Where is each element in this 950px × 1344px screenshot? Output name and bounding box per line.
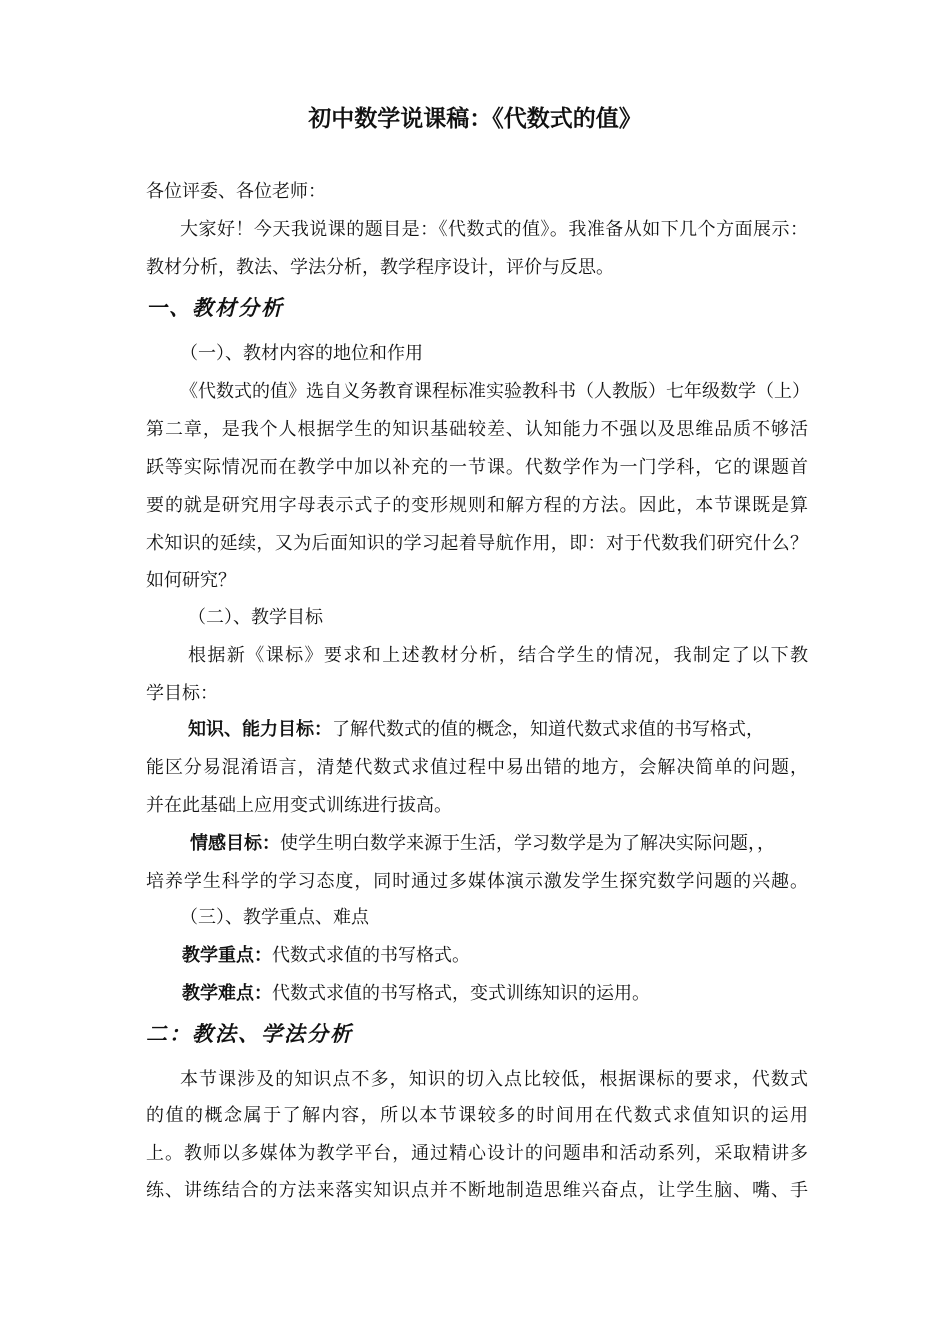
paragraph-line: 术知识的延续，又为后面知识的学习起着导航作用，即：对于代数我们研究什么？ <box>146 533 808 554</box>
key-point <box>182 944 470 968</box>
subsection-heading: （一）、教材内容的地位和作用 <box>180 343 423 364</box>
section-heading: 一、教材分析 <box>146 295 284 320</box>
page-title: 初中数学说课稿：《代数式的值》 <box>308 105 642 132</box>
diff-label: 教学难点： <box>182 983 272 1004</box>
section-heading: 二：教法、学法分析 <box>146 1021 353 1046</box>
key-text: 代数式求值的书写格式。 <box>272 945 470 966</box>
subsection-heading: （三）、教学重点、难点 <box>180 907 369 928</box>
paragraph-line: 跃等实际情况而在教学中加以补充的一节课。代数学作为一门学科，它的课题首 <box>146 457 808 478</box>
subsection-heading: （二）、教学目标 <box>188 607 323 628</box>
paragraph-line: 上。教师以多媒体为教学平台，通过精心设计的问题串和活动系列，采取精讲多 <box>146 1143 808 1164</box>
key-label: 教学重点： <box>182 945 272 966</box>
diff-text: 代数式求值的书写格式，变式训练知识的运用。 <box>272 983 650 1004</box>
paragraph-line: 学目标： <box>146 683 218 704</box>
intro-line: 教材分析，教法、学法分析，教学程序设计，评价与反思。 <box>146 257 614 278</box>
greeting: 各位评委、各位老师： <box>146 181 326 202</box>
paragraph-line: 的值的概念属于了解内容，所以本节课较多的时间用在代数式求值知识的运用 <box>146 1105 808 1126</box>
paragraph-line: 培养学生科学的学习态度，同时通过多媒体演示激发学生探究数学问题的兴趣。 <box>146 871 808 892</box>
goal-text: 了解代数式的值的概念，知道代数式求值的书写格式， <box>332 719 764 740</box>
goal-label: 知识、能力目标： <box>188 719 332 740</box>
goal-emotion <box>190 832 775 856</box>
paragraph-line: 要的就是研究用字母表示式子的变形规则和解方程的方法。因此，本节课既是算 <box>146 495 808 516</box>
paragraph-line: 第二章，是我个人根据学生的知识基础较差、认知能力不强以及思维品质不够活 <box>146 419 808 440</box>
paragraph-line: 练、讲练结合的方法来落实知识点并不断地制造思维兴奋点，让学生脑、嘴、手 <box>146 1180 808 1201</box>
goal-knowledge <box>188 718 764 742</box>
goal-label: 情感目标： <box>190 833 280 854</box>
paragraph-line: 本节课涉及的知识点不多，知识的切入点比较低，根据课标的要求，代数式 <box>180 1069 808 1090</box>
difficult-point <box>182 982 650 1006</box>
paragraph-line: 《代数式的值》选自义务教育课程标准实验教科书（人教版）七年级数学（上） <box>180 381 810 402</box>
paragraph-line: 并在此基础上应用变式训练进行拔高。 <box>146 795 452 816</box>
goal-text: 使学生明白数学来源于生活，学习数学是为了解决实际问题，， <box>280 833 775 854</box>
paragraph-line: 根据新《课标》要求和上述教材分析，结合学生的情况，我制定了以下教 <box>188 645 808 666</box>
paragraph-line: 能区分易混淆语言，清楚代数式求值过程中易出错的地方，会解决简单的问题， <box>146 757 808 778</box>
intro-line: 大家好！今天我说课的题目是：《代数式的值》。我准备从如下几个方面展示： <box>180 219 808 240</box>
paragraph-line: 如何研究？ <box>146 570 236 591</box>
